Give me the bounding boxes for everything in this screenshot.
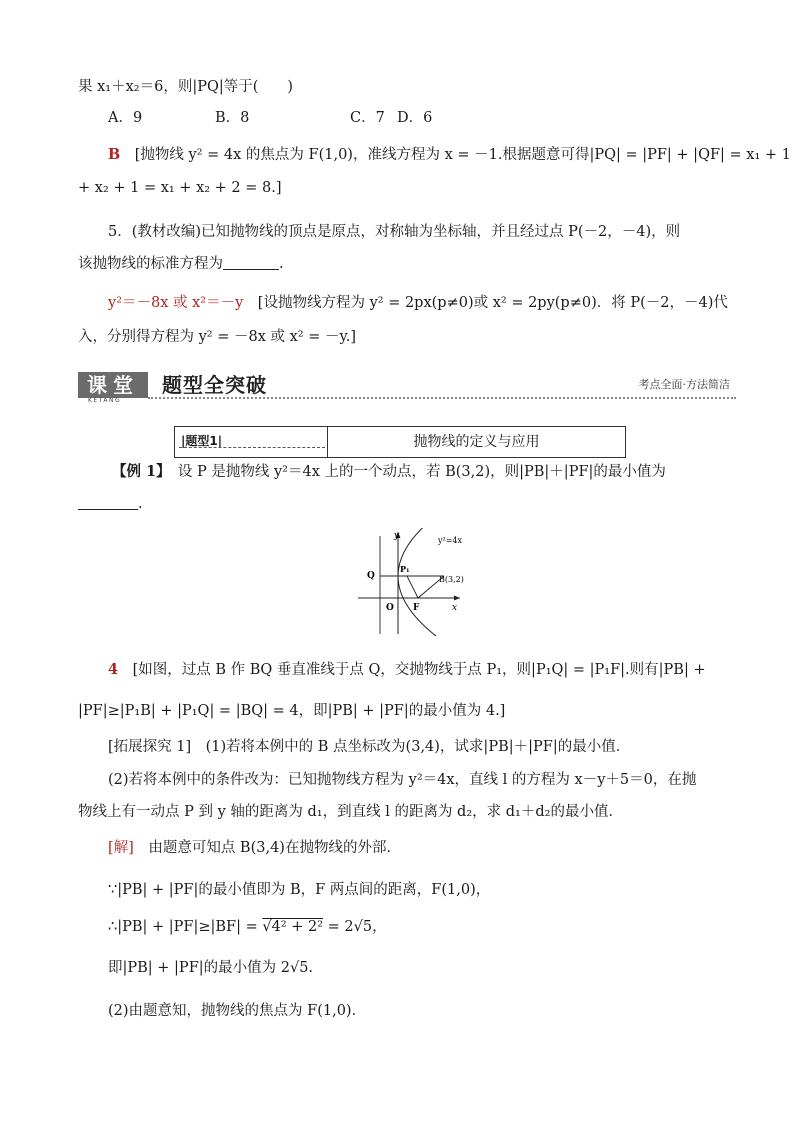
solution-line: 即|PB| + |PF|的最小值为 2√5. <box>108 960 314 976</box>
label-q: Q <box>367 571 375 581</box>
answer-text: [抛物线 y² = 4x 的焦点为 F(1,0)，准线方程为 x = －1.根据题意可得|PQ| = |PF| + |QF| = x₁ + 1 <box>120 147 791 163</box>
answer-blank <box>223 255 279 270</box>
solution-line: ∵|PB| + |PF|的最小值即为 B，F 两点间的距离，F(1,0)， <box>108 882 491 898</box>
label-p1: P₁ <box>400 564 410 574</box>
label-focus: F <box>413 603 420 613</box>
answer-equation: y²＝－8x 或 x²＝－y <box>108 295 244 311</box>
label-curve: y²=4x <box>438 536 463 545</box>
answer-text: [设抛物线方程为 y² = 2px(p≠0)或 x² = 2py(p≠0)．将 P(－2，－4)代 <box>243 295 728 311</box>
extension-2: (2)若将本例中的条件改为：已知抛物线方程为 y²＝4x，直线 l 的方程为 x－y＋5＝0，在抛 <box>108 772 697 788</box>
answer-line <box>108 145 791 165</box>
period: . <box>138 496 143 512</box>
banner-rule <box>148 397 736 399</box>
option-d: D．6 <box>397 110 433 126</box>
example-1-blank <box>78 494 143 514</box>
banner-title: 题型全突破 <box>162 373 267 397</box>
answer-value: 4 <box>108 661 119 678</box>
banner-box: 课堂 <box>78 372 148 398</box>
text-line: + x₂ + 1 = x₁ + x₂ + 2 = 8.] <box>78 180 282 196</box>
solution-text: = 2√5， <box>323 919 387 935</box>
answer-blank <box>78 495 138 510</box>
type-tag: |题型1| <box>181 434 223 448</box>
sqrt-expression: √4² + 2² <box>262 919 324 935</box>
type-box <box>174 426 626 458</box>
question-5: 5．(教材改编)已知抛物线的顶点是原点，对称轴为坐标轴，并且经过点 P(－2，－4)，则 <box>108 224 681 240</box>
solution-text: ∴|PB| + |PF|≥|BF| = <box>108 919 263 935</box>
banner-subtitle: KETANG <box>88 397 122 404</box>
answer-line <box>108 293 728 313</box>
label-y: y <box>394 531 400 541</box>
type-title: 抛物线的定义与应用 <box>413 434 540 450</box>
segment-p1f <box>407 576 418 598</box>
tag-underline <box>179 447 325 448</box>
solution-label: [解] <box>108 840 134 856</box>
answer-letter: B <box>108 146 121 163</box>
solution-text: 由题意可知点 B(3,4)在抛物线的外部． <box>133 840 401 856</box>
text-line: 入，分别得方程为 y² = －8x 或 x² = －y.] <box>78 329 356 345</box>
solution-line: (2)由题意知，抛物线的焦点为 F(1,0)． <box>108 1003 367 1019</box>
answer-line <box>108 660 706 680</box>
answer-text: [如图，过点 B 作 BQ 垂直准线于点 Q，交抛物线于点 P₁，则|P₁Q| = |P₁F|.则有|PB| + <box>118 662 706 678</box>
question-text: 该抛物线的标准方程为 <box>78 256 223 272</box>
label-origin: O <box>386 603 394 613</box>
extension-2-cont: 物线上有一动点 P 到 y 轴的距离为 d₁，到直线 l 的距离为 d₂，求 d₁＋d₂的最小值． <box>78 804 623 820</box>
parabola-curve <box>398 528 436 636</box>
option-b: B．8 <box>215 110 250 126</box>
section-banner <box>78 372 736 404</box>
x-axis-arrow <box>454 596 460 601</box>
question-5-cont <box>78 254 284 274</box>
label-b: B(3,2) <box>439 575 464 584</box>
extension-1: [拓展探究 1] (1)若将本例中的 B 点坐标改为(3,4)，试求|PB|＋|PF|的最小值． <box>108 739 631 755</box>
option-a: A．9 <box>108 110 143 126</box>
example-1 <box>112 462 666 482</box>
solution-line <box>108 917 387 937</box>
parabola-figure <box>356 528 466 636</box>
example-text: 设 P 是抛物线 y²＝4x 上的一个动点，若 B(3,2)，则|PB|＋|PF|的最小值为 <box>163 464 666 480</box>
banner-tagline: 考点全面·方法简洁 <box>638 378 730 391</box>
solution-line <box>108 838 401 858</box>
period: . <box>279 256 284 272</box>
example-label: 【例 1】 <box>112 463 164 480</box>
options-row <box>108 108 433 128</box>
type-tag-cell <box>175 427 328 457</box>
option-c: C．7 <box>350 110 385 126</box>
text-line: 果 x₁＋x₂＝6，则|PQ|等于( ) <box>78 79 294 95</box>
text-line: |PF|≥|P₁B| + |P₁Q| = |BQ| = 4，即|PB| + |PF|的最小值为 4.] <box>78 703 506 719</box>
label-x: x <box>452 603 458 613</box>
